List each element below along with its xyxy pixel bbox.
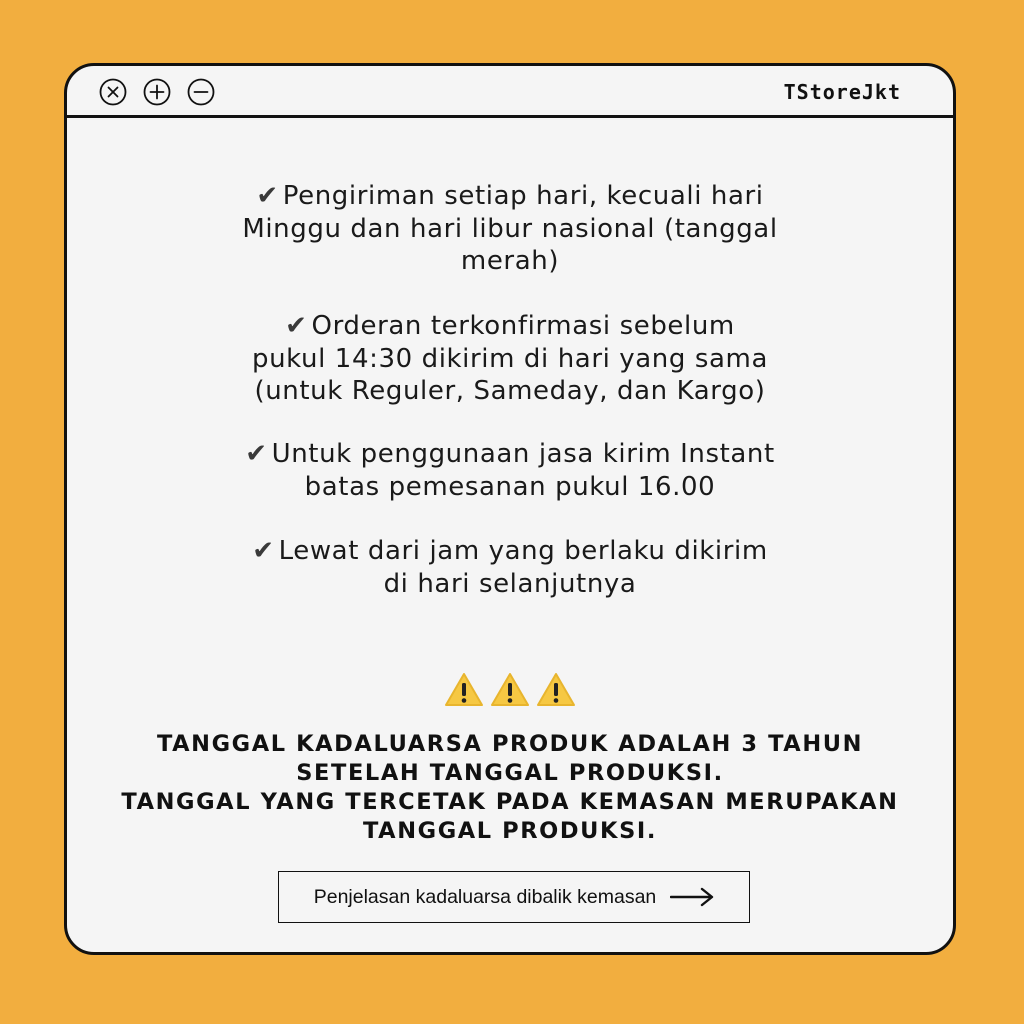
warning-icon bbox=[490, 672, 530, 708]
rule-text: Minggu dan hari libur nasional (tanggal bbox=[242, 213, 778, 244]
close-icon bbox=[99, 78, 127, 106]
expiry-explanation-button[interactable] bbox=[278, 871, 750, 923]
arrow-right-icon bbox=[670, 887, 714, 907]
rule-text: batas pemesanan pukul 16.00 bbox=[304, 471, 716, 502]
rule-text: Pengiriman setiap hari, kecuali hari bbox=[282, 181, 764, 211]
shipping-rule-4 bbox=[67, 535, 953, 600]
shipping-rule-2 bbox=[67, 310, 953, 408]
rule-text: merah) bbox=[460, 246, 560, 276]
title-bar bbox=[67, 66, 953, 118]
plus-icon bbox=[143, 78, 171, 106]
rule-text: Untuk penggunaan jasa kirim Instant bbox=[271, 439, 775, 469]
rule-text: (untuk Reguler, Sameday, dan Kargo) bbox=[254, 376, 766, 406]
rule-text: pukul 14:30 dikirim di hari yang sama bbox=[252, 343, 768, 374]
check-icon: ✔ bbox=[245, 439, 268, 469]
maximize-button[interactable] bbox=[143, 78, 171, 106]
warning-icon bbox=[536, 672, 576, 708]
rule-text: Lewat dari jam yang berlaku dikirim bbox=[278, 536, 768, 566]
notice-line: TANGGAL YANG TERCETAK PADA KEMASAN MERUPAKAN bbox=[121, 789, 899, 815]
warning-icons bbox=[67, 672, 953, 708]
check-icon: ✔ bbox=[285, 311, 308, 341]
check-icon: ✔ bbox=[256, 181, 279, 211]
notice-line: SETELAH TANGGAL PRODUKSI. bbox=[296, 760, 724, 786]
expiry-notice bbox=[67, 730, 953, 846]
rule-text: di hari selanjutnya bbox=[383, 568, 637, 599]
window-frame bbox=[64, 63, 956, 955]
notice-line: TANGGAL KADALUARSA PRODUK ADALAH 3 TAHUN bbox=[156, 731, 864, 757]
shipping-rule-1 bbox=[67, 180, 953, 278]
close-button[interactable] bbox=[99, 78, 127, 106]
shipping-rule-3 bbox=[67, 438, 953, 503]
rule-text: Orderan terkonfirmasi sebelum bbox=[311, 311, 735, 341]
brand-name: TStoreJkt bbox=[783, 80, 901, 104]
cta-label: Penjelasan kadaluarsa dibalik kemasan bbox=[313, 885, 657, 908]
check-icon: ✔ bbox=[252, 536, 275, 566]
warning-icon bbox=[444, 672, 484, 708]
minus-icon bbox=[187, 78, 215, 106]
minimize-button[interactable] bbox=[187, 78, 215, 106]
notice-line: TANGGAL PRODUKSI. bbox=[362, 818, 657, 844]
